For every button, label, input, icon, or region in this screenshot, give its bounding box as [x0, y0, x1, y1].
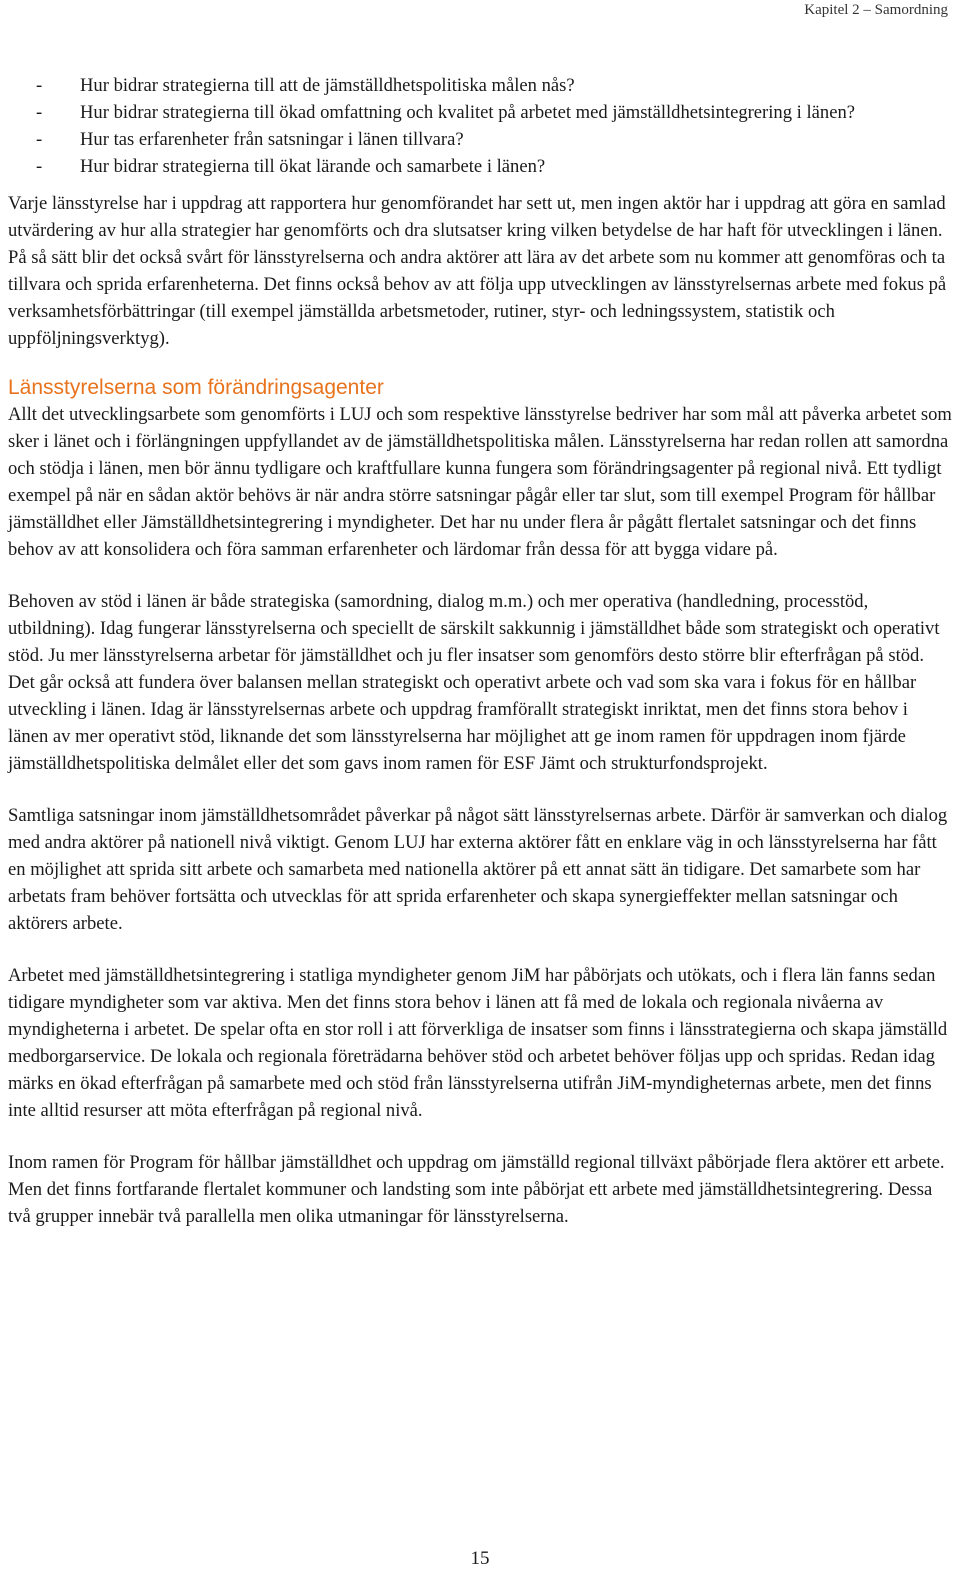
list-item [8, 126, 952, 153]
question-list [8, 72, 952, 180]
list-item-text: Hur bidrar strategierna till att de jämställdhetspolitiska målen nås? [80, 75, 575, 96]
list-item [8, 153, 952, 180]
body-paragraph-2: Behoven av stöd i länen är både strategiska (samordning, dialog m.m.) och mer operativa (handledning, processtöd, utbildning). Idag fungerar länsstyrelserna och speciellt de särskilt sakkunnig i jämställdhet både som strategiskt och operativt stöd. Ju mer länsstyrelserna arbetar för jämställdhet och ju fler insatser som genomförs desto större blir efterfrågan på stöd. Det går också att fundera över balansen mellan strategiskt och operativt arbete och vad som ska vara i fokus för en hållbar utveckling i länen. Idag är länsstyrelsernas arbete och uppdrag framförallt strategiskt inriktat, men det finns stora behov i länen av mer operativt stöd, liknande det som länsstyrelserna har möjlighet att ge inom ramen för uppdragen inom fjärde jämställdhetspolitiska delmålet eller det som gavs inom ramen för ESF Jämt och strukturfondsprojekt. [8, 591, 940, 774]
running-header: Kapitel 2 – Samordning [804, 2, 948, 18]
body-paragraph-5: Inom ramen för Program för hållbar jämställdhet och uppdrag om jämställd regional tillväxt påbörjade flera aktörer ett arbete. Men det finns fortfarande flertalet kommuner och landsting som inte påbörjat ett arbete med jämställdhetsintegrering. Dessa två grupper innebär två parallella men olika utmaningar för länsstyrelserna. [8, 1152, 945, 1227]
list-dash: - [36, 156, 43, 177]
page-number: 15 [470, 1548, 490, 1569]
body-paragraph-3: Samtliga satsningar inom jämställdhetsområdet påverkar på något sätt länsstyrelsernas arbete. Därför är samverkan och dialog med andra aktörer på nationell nivå viktigt. Genom LUJ har externa aktörer fått en enklare väg in och länsstyrelserna har fått en möjlighet att sprida sitt arbete och samarbeta med nationella aktörer på ett annat sätt än tidigare. Det samarbete som har arbetats fram behöver fortsätta och utvecklas för att sprida erfarenheter och skapa synergieffekter mellan satsningar och aktörers arbete. [8, 805, 948, 934]
list-dash: - [36, 129, 43, 150]
spacer [8, 180, 952, 190]
spacer [8, 937, 952, 962]
section-heading: Länsstyrelserna som förändringsagenter [8, 376, 384, 399]
spacer [8, 563, 952, 588]
body-paragraph-4: Arbetet med jämställdhetsintegrering i statliga myndigheter genom JiM har påbörjats och utökats, och i flera län fanns sedan tidigare myndigheter som var aktiva. Men det finns stora behov i länen att få med de lokala och regionala nivåerna av myndigheterna i arbetet. De spelar ofta en stor roll i att förverkliga de insatser som finns i länsstrategierna och skapa jämställd medborgarservice. De lokala och regionala företrädarna behöver stöd och arbetet behöver följas upp och spridas. Redan idag märks en ökad efterfrågan på samarbete med och stöd från länsstyrelserna utifrån JiM-myndigheternas arbete, men det finns inte alltid resurser att möta efterfrågan på regional nivå. [8, 965, 948, 1121]
list-dash: - [36, 75, 43, 96]
spacer [8, 1124, 952, 1149]
list-item [8, 99, 952, 126]
intro-paragraph: Varje länsstyrelse har i uppdrag att rapportera hur genomförandet har sett ut, men ingen aktör har i uppdrag att göra en samlad utvärdering av hur alla strategier har genomförts och dra slutsatser kring vilken betydelse de har haft för utvecklingen i länen. På så sätt blir det också svårt för länsstyrelserna och andra aktörer att lära av det arbete som nu kommer att genomföras och ta tillvara och sprida erfarenheterna. Det finns också behov av att följa upp utvecklingen av länsstyrelsernas arbete med fokus på verksamhetsförbättringar (till exempel jämställda arbetsmetoder, rutiner, styr- och ledningssystem, statistik och uppföljningsverktyg). [8, 193, 947, 349]
list-dash: - [36, 102, 43, 123]
list-item-text: Hur tas erfarenheter från satsningar i länen tillvara? [80, 129, 464, 150]
body-paragraph-1: Allt det utvecklingsarbete som genomförts i LUJ och som respektive länsstyrelse bedriver har som mål att påverka arbetet som sker i länet och i förlängningen uppfyllandet av de jämställdhetspolitiska målen. Länsstyrelserna har redan rollen att samordna och stödja i länen, men bör ännu tydligare och kraftfullare kunna fungera som förändringsagenter på regional nivå. Ett tydligt exempel på när en sådan aktör behövs är när andra större satsningar pågår eller tar slut, som till exempel Program för hållbar jämställdhet eller Jämställdhetsintegrering i myndigheter. Det har nu under flera år pågått flertalet satsningar och det finns behov av att konsolidera och föra samman erfarenheter och lärdomar från dessa för att bygga vidare på. [8, 404, 952, 560]
page-content [8, 72, 952, 1230]
list-item-text: Hur bidrar strategierna till ökat lärande och samarbete i länen? [80, 156, 546, 177]
list-item-text: Hur bidrar strategierna till ökad omfattning och kvalitet på arbetet med jämställdhetsintegrering i länen? [80, 102, 855, 123]
list-item [8, 72, 952, 99]
spacer [8, 352, 952, 374]
spacer [8, 777, 952, 802]
